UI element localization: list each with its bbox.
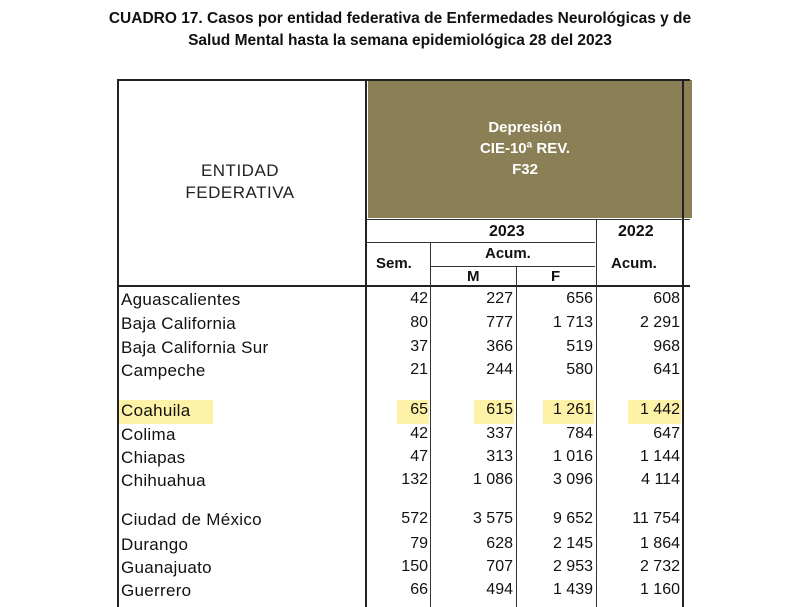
entidad-header-line-1: ENTIDAD <box>200 161 280 180</box>
m-value: 777 <box>486 314 513 331</box>
entidad-name: Ciudad de México <box>121 510 262 529</box>
sem-value: 37 <box>410 338 428 355</box>
m-header: M <box>467 268 480 285</box>
acum-underline <box>430 266 595 267</box>
sem-value: 66 <box>410 581 428 598</box>
m-value: 1 086 <box>472 471 513 488</box>
disease-code: F32 <box>512 161 538 178</box>
f-value: 3 096 <box>552 471 593 488</box>
f-value: 1 439 <box>552 581 593 598</box>
sem-value: 150 <box>401 558 428 575</box>
sem-header: Sem. <box>376 255 412 272</box>
title-line-1: CUADRO 17. Casos por entidad federativa de Enfermedades Neurológicas y de <box>108 10 692 27</box>
sem-value: 42 <box>410 290 428 307</box>
year-2022-header: 2022 <box>618 223 654 240</box>
entidad-header <box>120 160 360 204</box>
disease-name: Depresión <box>488 119 562 136</box>
entidad-name: Durango <box>121 535 189 554</box>
entidad-name: Chihuahua <box>121 471 206 490</box>
m-value: 615 <box>486 401 513 418</box>
entidad-header-line-2: FEDERATIVA <box>185 183 295 202</box>
acum-2022-value: 2 732 <box>639 558 680 575</box>
acum-2022-value: 11 754 <box>632 510 680 527</box>
m-value: 244 <box>486 361 513 378</box>
acum-2022-header: Acum. <box>611 255 657 272</box>
acum-2022-value: 1 864 <box>639 535 680 552</box>
acum-2022-value: 968 <box>653 338 680 355</box>
acum-2022-value: 608 <box>653 290 680 307</box>
acum-2022-value: 647 <box>653 425 680 442</box>
f-value: 580 <box>566 361 593 378</box>
sem-value: 47 <box>410 448 428 465</box>
m-value: 628 <box>486 535 513 552</box>
m-value: 366 <box>486 338 513 355</box>
m-value: 3 575 <box>472 510 513 527</box>
disease-code-system: CIE-10ª REV. <box>479 140 571 157</box>
acum-2022-value: 1 144 <box>639 448 680 465</box>
header-bottom-border <box>117 285 690 287</box>
table-row <box>0 338 800 362</box>
m-value: 494 <box>486 581 513 598</box>
m-value: 227 <box>486 290 513 307</box>
entidad-name: Chiapas <box>121 448 186 467</box>
sem-value: 79 <box>410 535 428 552</box>
f-value: 519 <box>566 338 593 355</box>
year-underline-left <box>367 242 430 243</box>
acum-2022-value: 1 442 <box>639 401 680 418</box>
sem-value: 42 <box>410 425 428 442</box>
m-value: 707 <box>486 558 513 575</box>
sem-value: 80 <box>410 314 428 331</box>
year-top-line <box>367 219 690 220</box>
table-row <box>0 558 800 582</box>
table-row <box>0 425 800 449</box>
f-value: 1 713 <box>552 314 593 331</box>
year-2023-header: 2023 <box>489 223 525 240</box>
table-row <box>0 471 800 495</box>
sem-value: 132 <box>401 471 428 488</box>
acum-2022-value: 1 160 <box>639 581 680 598</box>
table-top-border <box>117 79 690 81</box>
table-row <box>0 510 800 534</box>
acum-2022-value: 641 <box>653 361 680 378</box>
year-underline <box>430 242 595 243</box>
m-value: 337 <box>486 425 513 442</box>
sem-value: 65 <box>410 401 428 418</box>
entidad-name: Coahuila <box>121 401 191 420</box>
f-value: 784 <box>566 425 593 442</box>
f-value: 9 652 <box>552 510 593 527</box>
f-value: 2 953 <box>552 558 593 575</box>
acum-2022-value: 2 291 <box>639 314 680 331</box>
table-row <box>0 290 800 314</box>
entidad-name: Baja California Sur <box>121 338 269 357</box>
entidad-name: Guerrero <box>121 581 192 600</box>
entidad-name: Guanajuato <box>121 558 212 577</box>
f-value: 1 261 <box>552 401 593 418</box>
table-row <box>0 581 800 605</box>
sem-value: 21 <box>410 361 428 378</box>
table-row <box>0 314 800 338</box>
next-disease-header-cell <box>684 80 692 218</box>
f-value: 1 016 <box>552 448 593 465</box>
acum-header: Acum. <box>485 245 531 262</box>
f-header: F <box>551 268 561 285</box>
entidad-name: Colima <box>121 425 176 444</box>
sem-value: 572 <box>401 510 428 527</box>
table-row-highlighted <box>0 401 800 425</box>
entidad-name: Aguascalientes <box>121 290 241 309</box>
entidad-name: Baja California <box>121 314 237 333</box>
table-row <box>0 361 800 385</box>
disease-title <box>368 117 682 180</box>
table-row <box>0 448 800 472</box>
f-value: 656 <box>566 290 593 307</box>
m-value: 313 <box>486 448 513 465</box>
entidad-name: Campeche <box>121 361 206 380</box>
acum-2022-value: 4 114 <box>641 471 680 488</box>
title-line-2: Salud Mental hasta la semana epidemiológica 28 del 2023 <box>188 32 612 49</box>
table-row <box>0 535 800 559</box>
f-value: 2 145 <box>552 535 593 552</box>
